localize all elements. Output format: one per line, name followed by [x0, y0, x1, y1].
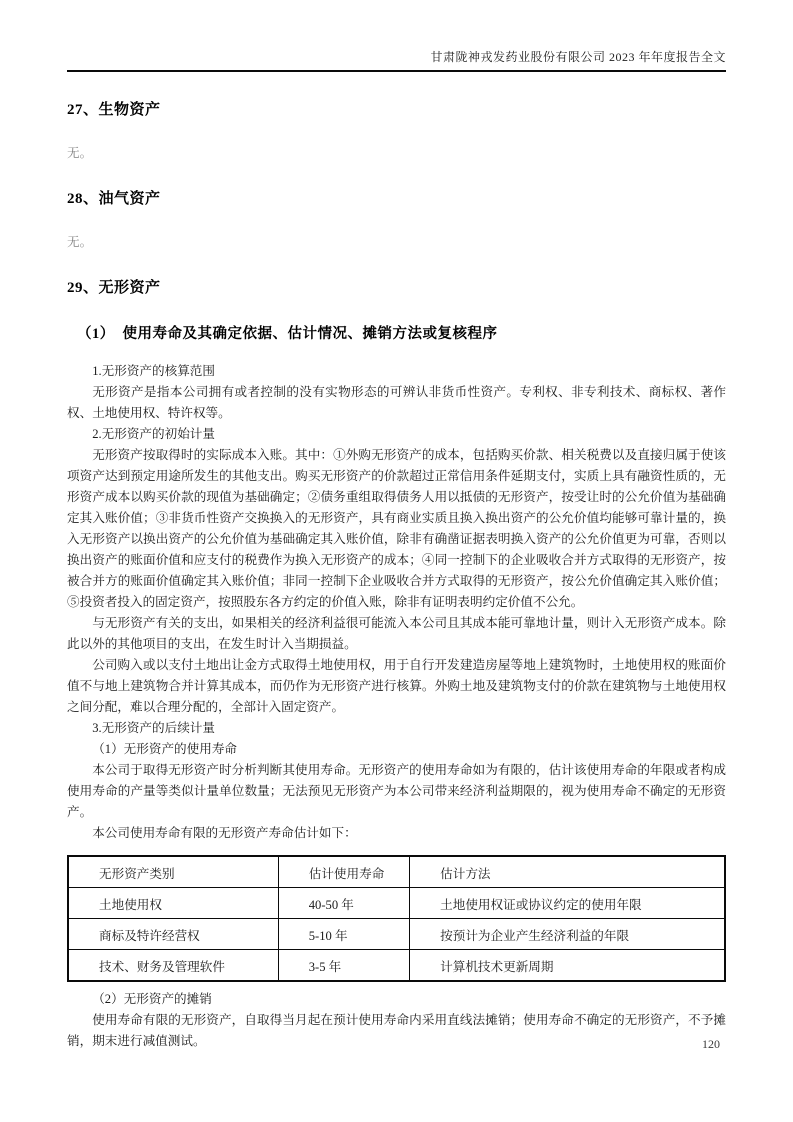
paragraph-initial-measurement-title: 2.无形资产的初始计量: [92, 427, 215, 441]
paragraph-table-lead-in: 本公司使用寿命有限的无形资产寿命估计如下：: [92, 826, 357, 840]
section-27-body-none: 无。: [67, 146, 93, 160]
paragraph-accounting-scope-body: 无形资产是指本公司拥有或者控制的没有实物形态的可辨认非货币性资产。专利权、非专利技术、商标权、著作权、土地使用权、特许权等。: [67, 385, 726, 420]
page-number: 120: [702, 1037, 720, 1051]
table-header-estimation-method: 估计方法: [410, 856, 725, 888]
section-heading-29-intangible-assets: 29、无形资产: [67, 280, 161, 296]
table-cell-asset-category: 商标及特许经营权: [68, 919, 278, 950]
table-row: [68, 950, 725, 982]
table-header-row: [68, 856, 725, 888]
section-28-body-none: 无。: [67, 235, 93, 249]
table-cell-asset-category: 土地使用权: [68, 888, 278, 919]
report-header-title: 甘肃陇神戎发药业股份有限公司 2023 年年度报告全文: [67, 48, 726, 72]
amortization-text-block: [67, 989, 726, 1052]
subsection-heading-useful-life: （1） 使用寿命及其确定依据、估计情况、摊销方法或复核程序: [77, 326, 498, 342]
table-row: [68, 888, 725, 919]
table-row: [68, 919, 725, 950]
table-header-estimated-life: 估计使用寿命: [278, 856, 409, 888]
intangible-assets-text-block: [67, 361, 726, 844]
paragraph-accounting-scope-title: 1.无形资产的核算范围: [92, 364, 215, 378]
paragraph-subsequent-measurement-title: 3.无形资产的后续计量: [92, 721, 215, 735]
paragraph-useful-life-subtitle: （1）无形资产的使用寿命: [92, 742, 238, 756]
paragraph-initial-measurement-body: 无形资产按取得时的实际成本入账。其中：①外购无形资产的成本，包括购买价款、相关税费以及直接归属于使该项资产达到预定用途所发生的其他支出。购买无形资产的价款超过正常信用条件延期支付，实质上具有融资性质的，无形资产成本以购买价款的现值为基础确定；②债务重组取得债务人用以抵债的无形资产，按受让时的公允价值为基础确定其入账价值；③非货币性资产交换换入的无形资产，具有商业实质且换入换出资产的公允价值均能够可靠计量的，换入无形资产以换出资产的公允价值为基础确定其入账价值，除非有确凿证据表明换入资产的公允价值更为可靠，否则以换出资产的账面价值和应支付的税费作为换入无形资产的成本；④同一控制下的企业吸收合并方式取得的无形资产，按被合并方的账面价值确定其入账价值；非同一控制下企业吸收合并方式取得的无形资产，按公允价值确定其入账价值；⑤投资者投入的固定资产，按照股东各方约定的价值入账，除非有证明表明约定价值不公允。: [67, 448, 726, 609]
table-cell-estimated-life: 3-5 年: [278, 950, 409, 982]
paragraph-useful-life-body: 本公司于取得无形资产时分析判断其使用寿命。无形资产的使用寿命如为有限的，估计该使用寿命的年限或者构成使用寿命的产量等类似计量单位数量；无法预见无形资产为本公司带来经济利益期限的，视为使用寿命不确定的无形资产。: [67, 763, 726, 819]
table-header-asset-category: 无形资产类别: [68, 856, 278, 888]
useful-life-estimate-table: [67, 855, 726, 982]
section-heading-27-biological-assets: 27、生物资产: [67, 102, 161, 118]
table-cell-estimated-life: 5-10 年: [278, 919, 409, 950]
paragraph-land-use-right: 公司购入或以支付土地出让金方式取得土地使用权，用于自行开发建造房屋等地上建筑物时，土地使用权的账面价值不与地上建筑物合并计算其成本，而仍作为无形资产进行核算。外购土地及建筑物支付的价款在建筑物与土地使用权之间分配，难以合理分配的，全部计入固定资产。: [67, 658, 726, 714]
table-cell-estimated-life: 40-50 年: [278, 888, 409, 919]
paragraph-related-expenditure: 与无形资产有关的支出，如果相关的经济利益很可能流入本公司且其成本能可靠地计量，则计入无形资产成本。除此以外的其他项目的支出，在发生时计入当期损益。: [67, 616, 726, 651]
paragraph-amortization-body: 使用寿命有限的无形资产，自取得当月起在预计使用寿命内采用直线法摊销；使用寿命不确定的无形资产，不予摊销，期末进行减值测试。: [67, 1013, 726, 1048]
table-cell-estimation-method: 计算机技术更新周期: [410, 950, 725, 982]
section-heading-28-oil-gas-assets: 28、油气资产: [67, 191, 161, 207]
table-cell-estimation-method: 土地使用权证或协议约定的使用年限: [410, 888, 725, 919]
table-cell-asset-category: 技术、财务及管理软件: [68, 950, 278, 982]
table-cell-estimation-method: 按预计为企业产生经济利益的年限: [410, 919, 725, 950]
paragraph-amortization-subtitle: （2）无形资产的摊销: [92, 992, 212, 1006]
